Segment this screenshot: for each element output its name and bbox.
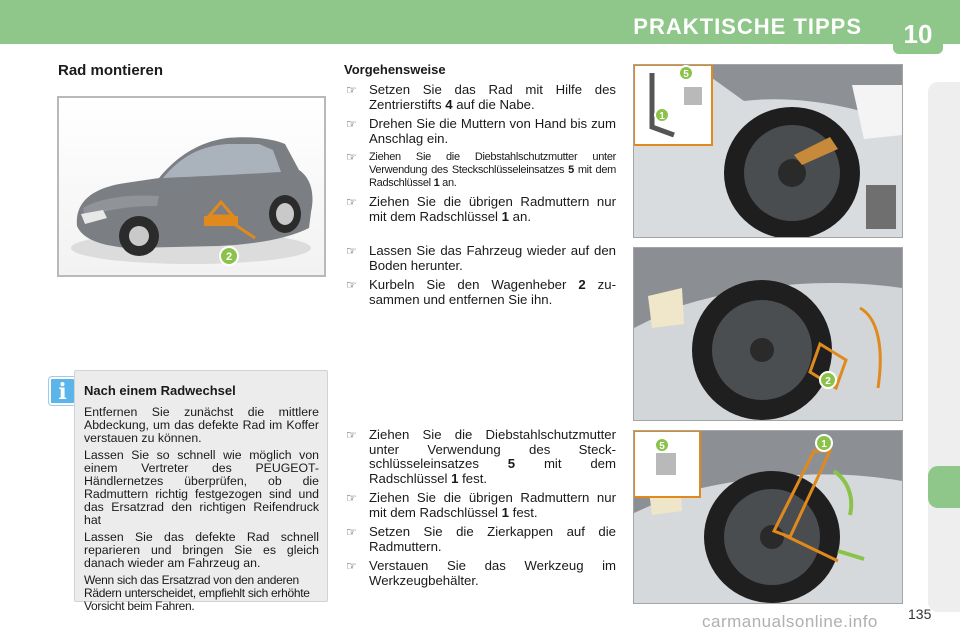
hand-pointer-icon: ☞ <box>346 428 357 442</box>
hand-pointer-icon: ☞ <box>346 244 357 258</box>
callout-label: 2 <box>825 376 831 387</box>
side-tab-active[interactable] <box>928 466 960 508</box>
chapter-badge[interactable] <box>893 14 943 54</box>
info-paragraph: Lassen Sie so schnell wie möglich von einem Vertreter des PEUGEOT-Händlernetzes überprüfen, ob die Radmuttern richtig festgezogen sind und das Ersatzrad den richtigen Reifendruck hat <box>84 448 319 527</box>
procedure-step: ☞ Verstauen Sie das Werkzeug im Werkzeugbehälter. <box>346 558 616 588</box>
callout-label: 5 <box>659 441 665 452</box>
hand-pointer-icon: ☞ <box>346 559 357 573</box>
info-box-title: Nach einem Radwechsel <box>84 383 236 398</box>
procedure-group-3 <box>344 428 616 593</box>
info-icon: i <box>49 377 76 405</box>
procedure-group-2 <box>344 244 616 312</box>
photo-2-drawing <box>634 248 902 420</box>
hand-pointer-icon: ☞ <box>346 195 357 209</box>
procedure-heading: Vorgehensweise <box>344 62 446 77</box>
procedure-step: ☞ Setzen Sie das Rad mit Hilfe des Zentrierstifts 4 auf die Nabe. <box>346 82 616 112</box>
procedure-step: ☞ Ziehen Sie die übrigen Radmuttern nur mit dem Radschlüssel 1 an. <box>346 194 616 224</box>
callout-label: 2 <box>225 251 233 263</box>
page-title: PRAKTISCHE TIPPS <box>633 14 862 39</box>
hand-pointer-icon: ☞ <box>346 491 357 505</box>
info-paragraph: Wenn sich das Ersatzrad von den anderen Rädern unterscheidet, empfiehlt sich erhöhte Vorsicht beim Fahren. <box>84 573 310 613</box>
procedure-step: ☞ Ziehen Sie die Diebstahlschutzmutter unter Verwendung des Steckschlüsseleinsatzes 5 mit dem Radschlüssel 1 an. <box>346 150 616 189</box>
procedure-group-1 <box>344 83 616 229</box>
car-illustration <box>57 96 326 277</box>
page-number: 135 <box>908 606 932 622</box>
photo-3-drawing <box>634 431 902 603</box>
side-tab-strip <box>928 82 960 612</box>
callout-label: 1 <box>821 439 827 450</box>
hand-pointer-icon: ☞ <box>346 117 357 131</box>
hand-pointer-icon: ☞ <box>346 150 357 164</box>
photo-1-drawing <box>634 65 902 237</box>
procedure-step: ☞ Drehen Sie die Muttern von Hand bis zum Anschlag ein. <box>346 116 616 146</box>
hand-pointer-icon: ☞ <box>346 83 357 97</box>
info-paragraph: Lassen Sie das defekte Rad schnell reparieren und bringen Sie es gleich danach wieder am Fahrzeug an. <box>84 530 319 570</box>
photo-tighten-anti-theft-nut <box>633 64 903 238</box>
section-title: Rad montieren <box>58 62 164 79</box>
info-paragraph: Entfernen Sie zunächst die mittlere Abdeckung, um das defekte Rad im Koffer verstauen zu können. <box>84 405 319 445</box>
callout-label: 5 <box>683 69 689 80</box>
procedure-step: ☞ Kurbeln Sie den Wagenheber 2 zu-sammen und entfernen Sie ihn. <box>346 277 616 307</box>
hand-pointer-icon: ☞ <box>346 278 357 292</box>
photo-tighten-nuts <box>633 430 903 604</box>
chapter-number: 10 <box>903 19 933 49</box>
procedure-step: ☞ Ziehen Sie die Diebstahlschutzmutter unter Verwendung des Steck-schlüsseleinsatzes 5 mit dem Radschlüssel 1 fest. <box>346 427 616 486</box>
callout-label: 1 <box>659 111 665 122</box>
procedure-step: ☞ Ziehen Sie die übrigen Radmuttern nur mit dem Radschlüssel 1 fest. <box>346 490 616 520</box>
info-box <box>74 370 328 613</box>
footer-watermark[interactable]: carmanualsonline.info <box>702 612 878 631</box>
photo-lower-vehicle <box>633 247 903 421</box>
hand-pointer-icon: ☞ <box>346 525 357 539</box>
car-drawing <box>59 98 324 275</box>
procedure-step: ☞ Lassen Sie das Fahrzeug wieder auf den Boden herunter. <box>346 243 616 273</box>
procedure-step: ☞ Setzen Sie die Zierkappen auf die Radmuttern. <box>346 524 616 554</box>
